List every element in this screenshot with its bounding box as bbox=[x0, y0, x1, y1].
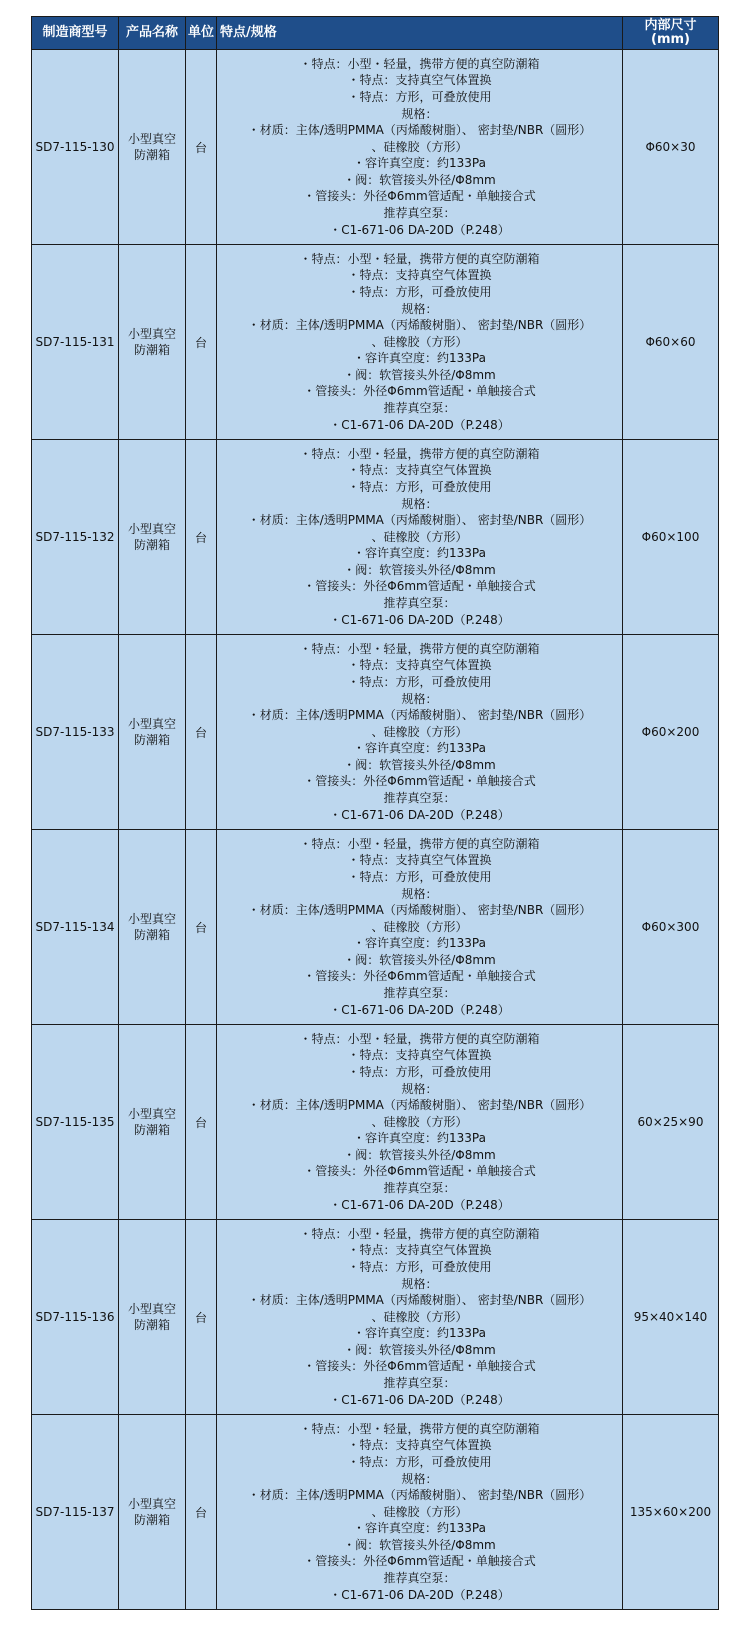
cell-product-name: 小型真空 防潮箱 bbox=[119, 50, 186, 245]
cell-model: SD7-115-130 bbox=[32, 50, 119, 245]
feature-line: ・管接头：外径Φ6mm管适配・单触接合式 bbox=[303, 774, 536, 789]
feature-line: ・材质：主体/透明PMMA（丙烯酸树脂）、 密封垫/NBR（圆形） bbox=[247, 1488, 592, 1503]
cell-product-name: 小型真空 防潮箱 bbox=[119, 1025, 186, 1220]
cell-model: SD7-115-136 bbox=[32, 1220, 119, 1415]
feature-line: ・特点：方形，可叠放使用 bbox=[347, 674, 492, 689]
table-row bbox=[32, 1025, 719, 1220]
table-row bbox=[32, 635, 719, 830]
cell-inner-size: 135×60×200 bbox=[623, 1415, 719, 1610]
feature-line: ・特点：方形，可叠放使用 bbox=[347, 1259, 492, 1274]
feature-line: ・管接头：外径Φ6mm管适配・单触接合式 bbox=[303, 384, 536, 399]
feature-line: ・管接头：外径Φ6mm管适配・单触接合式 bbox=[303, 1164, 536, 1179]
feature-line: ・特点：支持真空气体置换 bbox=[347, 853, 492, 868]
feature-line: ・特点：小型・轻量，携带方便的真空防潮箱 bbox=[299, 251, 540, 266]
feature-line: ・特点：方形，可叠放使用 bbox=[347, 89, 492, 104]
header-model: 制造商型号 bbox=[32, 17, 119, 50]
feature-line: ・特点：小型・轻量，携带方便的真空防潮箱 bbox=[299, 641, 540, 656]
feature-line: ・特点：小型・轻量，携带方便的真空防潮箱 bbox=[299, 1226, 540, 1241]
feature-line: 规格： bbox=[401, 301, 438, 316]
cell-product-name: 小型真空 防潮箱 bbox=[119, 830, 186, 1025]
feature-line: 、硅橡胶（方形） bbox=[371, 1504, 468, 1519]
feature-line: 、硅橡胶（方形） bbox=[371, 1309, 468, 1324]
cell-inner-size: Φ60×30 bbox=[623, 50, 719, 245]
feature-line: ・特点：小型・轻量，携带方便的真空防潮箱 bbox=[299, 1031, 540, 1046]
feature-line: 规格： bbox=[401, 1276, 438, 1291]
feature-line: ・特点：支持真空气体置换 bbox=[347, 268, 492, 283]
feature-line: 推荐真空泵： bbox=[383, 791, 456, 806]
feature-line: ・特点：小型・轻量，携带方便的真空防潮箱 bbox=[299, 446, 540, 461]
cell-inner-size: Φ60×60 bbox=[623, 245, 719, 440]
feature-line: ・材质：主体/透明PMMA（丙烯酸树脂）、 密封垫/NBR（圆形） bbox=[247, 513, 592, 528]
feature-line: ・材质：主体/透明PMMA（丙烯酸树脂）、 密封垫/NBR（圆形） bbox=[247, 1098, 592, 1113]
cell-inner-size: 60×25×90 bbox=[623, 1025, 719, 1220]
feature-line: ・管接头：外径Φ6mm管适配・单触接合式 bbox=[303, 1554, 536, 1569]
cell-product-name: 小型真空 防潮箱 bbox=[119, 245, 186, 440]
cell-inner-size: Φ60×300 bbox=[623, 830, 719, 1025]
cell-product-name: 小型真空 防潮箱 bbox=[119, 1220, 186, 1415]
feature-line: 、硅橡胶（方形） bbox=[371, 1114, 468, 1129]
feature-line: 、硅橡胶（方形） bbox=[371, 919, 468, 934]
feature-line: ・特点：小型・轻量，携带方便的真空防潮箱 bbox=[299, 56, 540, 71]
feature-line: 推荐真空泵： bbox=[383, 206, 456, 221]
feature-line: ・容许真空度：约133Pa bbox=[353, 1521, 486, 1536]
feature-line: 推荐真空泵： bbox=[383, 401, 456, 416]
feature-line: ・C1-671-06 DA-20D（P.248） bbox=[329, 1002, 510, 1017]
feature-line: 推荐真空泵： bbox=[383, 1181, 456, 1196]
feature-line: ・材质：主体/透明PMMA（丙烯酸树脂）、 密封垫/NBR（圆形） bbox=[247, 1293, 592, 1308]
feature-line: ・容许真空度：约133Pa bbox=[353, 351, 486, 366]
feature-line: ・容许真空度：约133Pa bbox=[353, 1131, 486, 1146]
cell-product-name: 小型真空 防潮箱 bbox=[119, 1415, 186, 1610]
feature-line: ・C1-671-06 DA-20D（P.248） bbox=[329, 1587, 510, 1602]
feature-line: ・阀：软管接头外径/Φ8mm bbox=[343, 1342, 496, 1357]
feature-line: ・容许真空度：约133Pa bbox=[353, 546, 486, 561]
feature-line: ・特点：小型・轻量，携带方便的真空防潮箱 bbox=[299, 1421, 540, 1436]
feature-line: ・阀：软管接头外径/Φ8mm bbox=[343, 952, 496, 967]
feature-line: 规格： bbox=[401, 886, 438, 901]
feature-line: ・特点：支持真空气体置换 bbox=[347, 463, 492, 478]
feature-line: 推荐真空泵： bbox=[383, 1376, 456, 1391]
table-row bbox=[32, 1220, 719, 1415]
feature-line: 推荐真空泵： bbox=[383, 1571, 456, 1586]
cell-features bbox=[217, 440, 623, 635]
feature-line: 规格： bbox=[401, 691, 438, 706]
feature-line: 推荐真空泵： bbox=[383, 986, 456, 1001]
header-features: 特点/规格 bbox=[217, 17, 623, 50]
feature-line: ・特点：方形，可叠放使用 bbox=[347, 869, 492, 884]
cell-model: SD7-115-131 bbox=[32, 245, 119, 440]
feature-line: ・阀：软管接头外径/Φ8mm bbox=[343, 562, 496, 577]
feature-line: ・材质：主体/透明PMMA（丙烯酸树脂）、 密封垫/NBR（圆形） bbox=[247, 708, 592, 723]
cell-unit: 台 bbox=[186, 1025, 217, 1220]
feature-line: ・C1-671-06 DA-20D（P.248） bbox=[329, 222, 510, 237]
feature-line: ・C1-671-06 DA-20D（P.248） bbox=[329, 612, 510, 627]
feature-line: ・C1-671-06 DA-20D（P.248） bbox=[329, 417, 510, 432]
feature-line: ・材质：主体/透明PMMA（丙烯酸树脂）、 密封垫/NBR（圆形） bbox=[247, 123, 592, 138]
feature-line: ・特点：方形，可叠放使用 bbox=[347, 284, 492, 299]
table-row bbox=[32, 440, 719, 635]
feature-line: ・阀：软管接头外径/Φ8mm bbox=[343, 757, 496, 772]
table-row bbox=[32, 50, 719, 245]
cell-unit: 台 bbox=[186, 440, 217, 635]
feature-line: ・容许真空度：约133Pa bbox=[353, 1326, 486, 1341]
feature-line: ・容许真空度：约133Pa bbox=[353, 741, 486, 756]
cell-features bbox=[217, 245, 623, 440]
feature-line: ・管接头：外径Φ6mm管适配・单触接合式 bbox=[303, 579, 536, 594]
feature-line: ・特点：支持真空气体置换 bbox=[347, 1243, 492, 1258]
feature-line: ・C1-671-06 DA-20D（P.248） bbox=[329, 1197, 510, 1212]
feature-line: ・特点：支持真空气体置换 bbox=[347, 1438, 492, 1453]
header-inner-size: 内部尺寸 (mm) bbox=[623, 17, 719, 50]
cell-features bbox=[217, 830, 623, 1025]
cell-features bbox=[217, 1025, 623, 1220]
feature-line: ・材质：主体/透明PMMA（丙烯酸树脂）、 密封垫/NBR（圆形） bbox=[247, 318, 592, 333]
feature-line: 、硅橡胶（方形） bbox=[371, 334, 468, 349]
feature-line: ・管接头：外径Φ6mm管适配・单触接合式 bbox=[303, 1359, 536, 1374]
header-product-name: 产品名称 bbox=[119, 17, 186, 50]
cell-unit: 台 bbox=[186, 635, 217, 830]
cell-unit: 台 bbox=[186, 245, 217, 440]
feature-line: ・容许真空度：约133Pa bbox=[353, 156, 486, 171]
cell-inner-size: 95×40×140 bbox=[623, 1220, 719, 1415]
feature-line: ・C1-671-06 DA-20D（P.248） bbox=[329, 1392, 510, 1407]
feature-line: 规格： bbox=[401, 496, 438, 511]
cell-features bbox=[217, 635, 623, 830]
feature-line: 、硅橡胶（方形） bbox=[371, 724, 468, 739]
table-row bbox=[32, 830, 719, 1025]
table-row bbox=[32, 1415, 719, 1610]
feature-line: ・C1-671-06 DA-20D（P.248） bbox=[329, 807, 510, 822]
feature-line: 、硅橡胶（方形） bbox=[371, 529, 468, 544]
cell-features bbox=[217, 50, 623, 245]
cell-features bbox=[217, 1415, 623, 1610]
product-spec-table bbox=[31, 16, 719, 1610]
feature-line: 、硅橡胶（方形） bbox=[371, 139, 468, 154]
cell-unit: 台 bbox=[186, 1220, 217, 1415]
feature-line: ・容许真空度：约133Pa bbox=[353, 936, 486, 951]
cell-model: SD7-115-135 bbox=[32, 1025, 119, 1220]
feature-line: ・阀：软管接头外径/Φ8mm bbox=[343, 172, 496, 187]
cell-unit: 台 bbox=[186, 50, 217, 245]
cell-inner-size: Φ60×200 bbox=[623, 635, 719, 830]
feature-line: ・管接头：外径Φ6mm管适配・单触接合式 bbox=[303, 189, 536, 204]
table-header-row bbox=[32, 17, 719, 50]
feature-line: 规格： bbox=[401, 106, 438, 121]
feature-line: ・阀：软管接头外径/Φ8mm bbox=[343, 1537, 496, 1552]
cell-product-name: 小型真空 防潮箱 bbox=[119, 440, 186, 635]
cell-unit: 台 bbox=[186, 1415, 217, 1610]
cell-product-name: 小型真空 防潮箱 bbox=[119, 635, 186, 830]
feature-line: ・特点：方形，可叠放使用 bbox=[347, 1064, 492, 1079]
header-unit: 单位 bbox=[186, 17, 217, 50]
feature-line: 规格： bbox=[401, 1081, 438, 1096]
feature-line: ・阀：软管接头外径/Φ8mm bbox=[343, 1147, 496, 1162]
feature-line: 推荐真空泵： bbox=[383, 596, 456, 611]
cell-model: SD7-115-137 bbox=[32, 1415, 119, 1610]
cell-model: SD7-115-133 bbox=[32, 635, 119, 830]
cell-model: SD7-115-134 bbox=[32, 830, 119, 1025]
feature-line: ・特点：支持真空气体置换 bbox=[347, 73, 492, 88]
feature-line: 规格： bbox=[401, 1471, 438, 1486]
feature-line: ・特点：方形，可叠放使用 bbox=[347, 1454, 492, 1469]
cell-features bbox=[217, 1220, 623, 1415]
feature-line: ・材质：主体/透明PMMA（丙烯酸树脂）、 密封垫/NBR（圆形） bbox=[247, 903, 592, 918]
feature-line: ・特点：支持真空气体置换 bbox=[347, 658, 492, 673]
feature-line: ・特点：方形，可叠放使用 bbox=[347, 479, 492, 494]
table-row bbox=[32, 245, 719, 440]
cell-unit: 台 bbox=[186, 830, 217, 1025]
feature-line: ・特点：支持真空气体置换 bbox=[347, 1048, 492, 1063]
feature-line: ・特点：小型・轻量，携带方便的真空防潮箱 bbox=[299, 836, 540, 851]
feature-line: ・管接头：外径Φ6mm管适配・单触接合式 bbox=[303, 969, 536, 984]
cell-inner-size: Φ60×100 bbox=[623, 440, 719, 635]
feature-line: ・阀：软管接头外径/Φ8mm bbox=[343, 367, 496, 382]
cell-model: SD7-115-132 bbox=[32, 440, 119, 635]
